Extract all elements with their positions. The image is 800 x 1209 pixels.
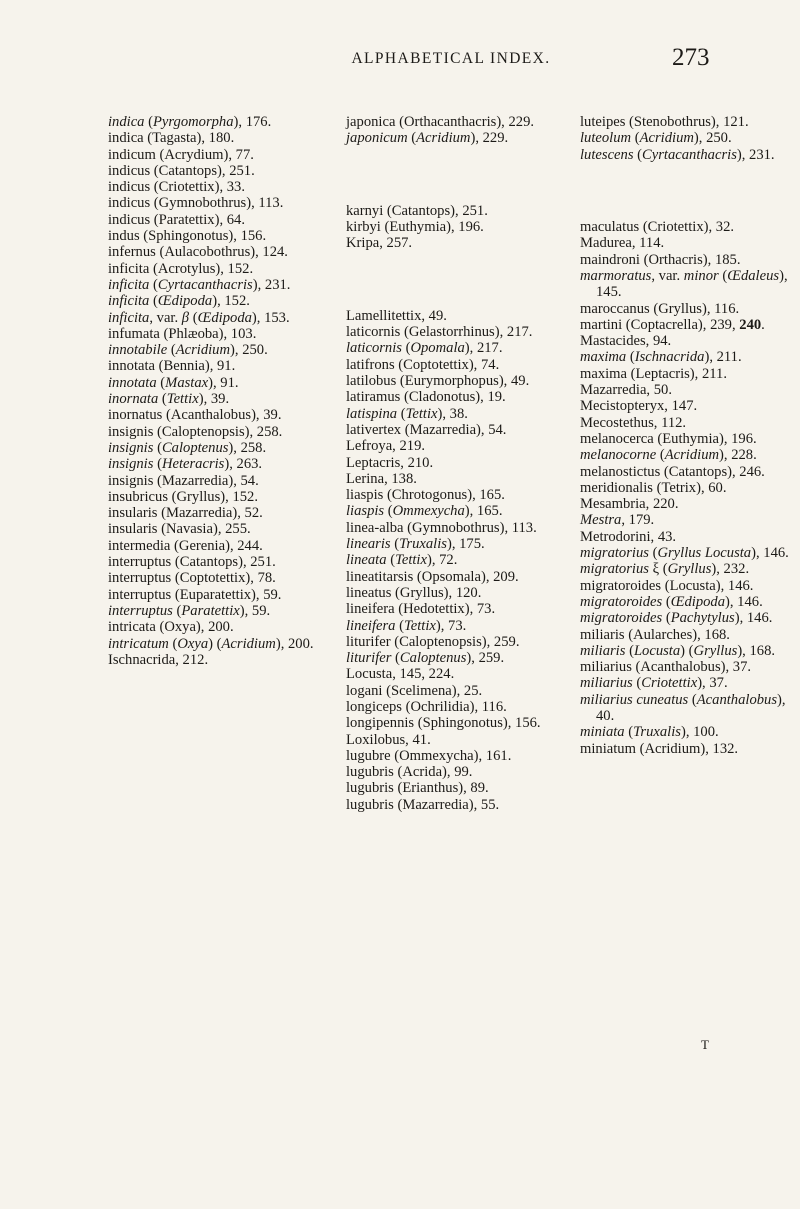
index-entry: inficita (Acrotylus), 152. xyxy=(108,260,254,277)
index-entry: innotata (Mastax), 91. xyxy=(108,374,239,391)
index-entry: migratorius (Gryllus Locusta), 146. xyxy=(580,545,789,562)
index-entry: lineatus (Gryllus), 120. xyxy=(346,584,482,601)
index-entry: lativertex (Mazarredia), 54. xyxy=(346,421,507,438)
index-entry: Ischnacrida, 212. xyxy=(108,651,209,668)
index-entry: latispina (Tettix), 38. xyxy=(346,405,468,422)
index-entry: insubricus (Gryllus), 152. xyxy=(108,488,258,505)
index-entry: laticornis (Opomala), 217. xyxy=(346,340,503,357)
index-entry: insignis (Mazarredia), 54. xyxy=(108,472,259,489)
index-entry: intricatum (Oxya) (Acridium), 200. xyxy=(108,635,314,652)
index-entry: laticornis (Gelastorrhinus), 217. xyxy=(346,324,533,341)
index-entry: liturifer (Caloptenus), 259. xyxy=(346,650,505,667)
index-entry: luteolum (Acridium), 250. xyxy=(580,130,732,147)
index-entry: miliaris (Locusta) (Gryllus), 168. xyxy=(580,642,776,659)
index-entry: intricata (Oxya), 200. xyxy=(108,619,234,636)
index-entry: maculatus (Criotettix), 32. xyxy=(580,219,735,236)
index-entry: Lamellitettix, 49. xyxy=(346,307,447,324)
page-number: 273 xyxy=(672,44,710,71)
index-entry: marmoratus, var. minor (Œdaleus), 145. xyxy=(580,267,788,301)
running-head: ALPHABETICAL INDEX. xyxy=(351,50,551,67)
index-entry: maxima (Leptacris), 211. xyxy=(580,365,727,382)
index-entry: latiramus (Cladonotus), 19. xyxy=(346,389,506,406)
index-entry: interruptus (Coptotettix), 78. xyxy=(108,570,276,587)
index-entry: innotata (Bennia), 91. xyxy=(108,358,236,375)
index-entry: insularis (Mazarredia), 52. xyxy=(108,505,263,522)
index-entry: migratoroides (Locusta), 146. xyxy=(580,577,754,594)
index-entry: Loxilobus, 41. xyxy=(346,731,431,748)
index-entry: miliarius (Criotettix), 37. xyxy=(580,675,728,692)
index-entry: inficita, var. β (Œdipoda), 153. xyxy=(108,309,290,326)
index-entry: longiceps (Ochrilidia), 116. xyxy=(346,698,507,715)
index-entry: Mecistopteryx, 147. xyxy=(580,398,698,415)
index-entry: kirbyi (Euthymia), 196. xyxy=(346,219,484,236)
index-entry: inornata (Tettix), 39. xyxy=(108,391,230,408)
index-entry: Madurea, 114. xyxy=(580,235,665,252)
index-column-3 xyxy=(580,114,790,757)
index-entry: migratorius ξ (Gryllus), 232. xyxy=(580,561,750,578)
index-entry: insignis (Caloptenus), 258. xyxy=(108,439,267,456)
index-entry: melanostictus (Catantops), 246. xyxy=(580,463,765,480)
index-entry: lutescens (Cyrtacanthacris), 231. xyxy=(580,146,775,163)
index-entry: Lefroya, 219. xyxy=(346,438,426,455)
index-column-2 xyxy=(346,114,556,813)
index-entry: miniatum (Acridium), 132. xyxy=(580,740,739,757)
index-entry: inornatus (Acanthalobus), 39. xyxy=(108,407,282,424)
section-gap xyxy=(346,161,556,188)
index-entry: melanocerca (Euthymia), 196. xyxy=(580,430,757,447)
index-entry: Mestra, 179. xyxy=(580,512,655,529)
section-gap xyxy=(580,177,790,204)
index-entry: melanocorne (Acridium), 228. xyxy=(580,447,757,464)
index-entry: liturifer (Caloptenopsis), 259. xyxy=(346,633,520,650)
index-entry: migratoroides (Pachytylus), 146. xyxy=(580,610,773,627)
section-gap xyxy=(346,266,556,293)
index-entry: insignis (Caloptenopsis), 258. xyxy=(108,423,283,440)
index-entry: insignis (Heteracris), 263. xyxy=(108,456,263,473)
index-entry: liaspis (Chrotogonus), 165. xyxy=(346,487,505,504)
index-entry: miliarius cuneatus (Acanthalobus), 40. xyxy=(580,691,786,724)
index-entry: infumata (Phlæoba), 103. xyxy=(108,325,257,342)
index-entry: miniata (Truxalis), 100. xyxy=(580,724,719,741)
index-entry: inficita (Œdipoda), 152. xyxy=(108,293,250,310)
index-entry: indicus (Paratettix), 64. xyxy=(108,211,245,228)
index-entry: liaspis (Ommexycha), 165. xyxy=(346,503,503,520)
index-entry: Mesambria, 220. xyxy=(580,496,679,513)
index-entry: interruptus (Euparatettix), 59. xyxy=(108,586,282,603)
index-entry: innotabile (Acridium), 250. xyxy=(108,342,268,359)
index-entry: japonicum (Acridium), 229. xyxy=(346,130,509,147)
index-entry: migratoroides (Œdipoda), 146. xyxy=(580,593,763,610)
index-entry: linea-alba (Gymnobothrus), 113. xyxy=(346,519,537,536)
index-column-1 xyxy=(108,114,318,668)
index-entry: interruptus (Paratettix), 59. xyxy=(108,602,271,619)
index-entry: linearis (Truxalis), 175. xyxy=(346,536,485,553)
index-entry: Mastacides, 94. xyxy=(580,333,672,350)
index-entry: martini (Coptacrella), 239, 240. xyxy=(580,316,765,333)
index-entry: inficita (Cyrtacanthacris), 231. xyxy=(108,276,291,293)
index-entry: maroccanus (Gryllus), 116. xyxy=(580,300,740,317)
index-entry: Lerina, 138. xyxy=(346,470,417,487)
index-entry: lineata (Tettix), 72. xyxy=(346,552,458,569)
index-entry: karnyi (Catantops), 251. xyxy=(346,202,488,219)
index-entry: japonica (Orthacanthacris), 229. xyxy=(346,114,535,130)
index-entry: Mecostethus, 112. xyxy=(580,414,687,431)
index-entry: maindroni (Orthacris), 185. xyxy=(580,251,741,268)
index-entry: Locusta, 145, 224. xyxy=(346,666,455,683)
index-entry: latilobus (Eurymorphopus), 49. xyxy=(346,373,530,390)
index-entry: lugubris (Erianthus), 89. xyxy=(346,780,489,797)
index-entry: indus (Sphingonotus), 156. xyxy=(108,228,267,245)
index-entry: latifrons (Coptotettix), 74. xyxy=(346,356,500,373)
index-entry: longipennis (Sphingonotus), 156. xyxy=(346,715,541,732)
index-entry: indica (Tagasta), 180. xyxy=(108,130,235,147)
index-entry: Metrodorini, 43. xyxy=(580,528,677,545)
index-entry: infernus (Aulacobothrus), 124. xyxy=(108,244,288,261)
index-entry: interruptus (Catantops), 251. xyxy=(108,554,276,571)
index-entry: lineifera (Hedotettix), 73. xyxy=(346,601,496,618)
index-entry: lugubris (Mazarredia), 55. xyxy=(346,796,500,813)
index-entry: indicus (Gymnobothrus), 113. xyxy=(108,195,284,212)
index-entry: Leptacris, 210. xyxy=(346,454,434,471)
index-entry: lineifera (Tettix), 73. xyxy=(346,617,467,634)
index-entry: indica (Pyrgomorpha), 176. xyxy=(108,114,272,130)
index-entry: indicus (Criotettix), 33. xyxy=(108,179,246,196)
index-entry: indicus (Catantops), 251. xyxy=(108,162,255,179)
index-entry: meridionalis (Tetrix), 60. xyxy=(580,479,727,496)
index-entry: luteipes (Stenobothrus), 121. xyxy=(580,114,749,130)
index-entry: intermedia (Gerenia), 244. xyxy=(108,537,263,554)
index-entry: miliaris (Aularches), 168. xyxy=(580,626,730,643)
index-entry: Mazarredia, 50. xyxy=(580,382,672,399)
signature-mark: T xyxy=(701,1037,709,1052)
index-entry: logani (Scelimena), 25. xyxy=(346,682,483,699)
index-entry: maxima (Ischnacrida), 211. xyxy=(580,349,742,366)
index-entry: indicum (Acrydium), 77. xyxy=(108,146,254,163)
index-entry: lugubris (Acrida), 99. xyxy=(346,764,473,781)
index-entry: lineatitarsis (Opsomala), 209. xyxy=(346,568,519,585)
index-entry: Kripa, 257. xyxy=(346,235,413,252)
index-entry: miliarius (Acanthalobus), 37. xyxy=(580,659,752,676)
index-entry: lugubre (Ommexycha), 161. xyxy=(346,747,512,764)
index-entry: insularis (Navasia), 255. xyxy=(108,521,251,538)
